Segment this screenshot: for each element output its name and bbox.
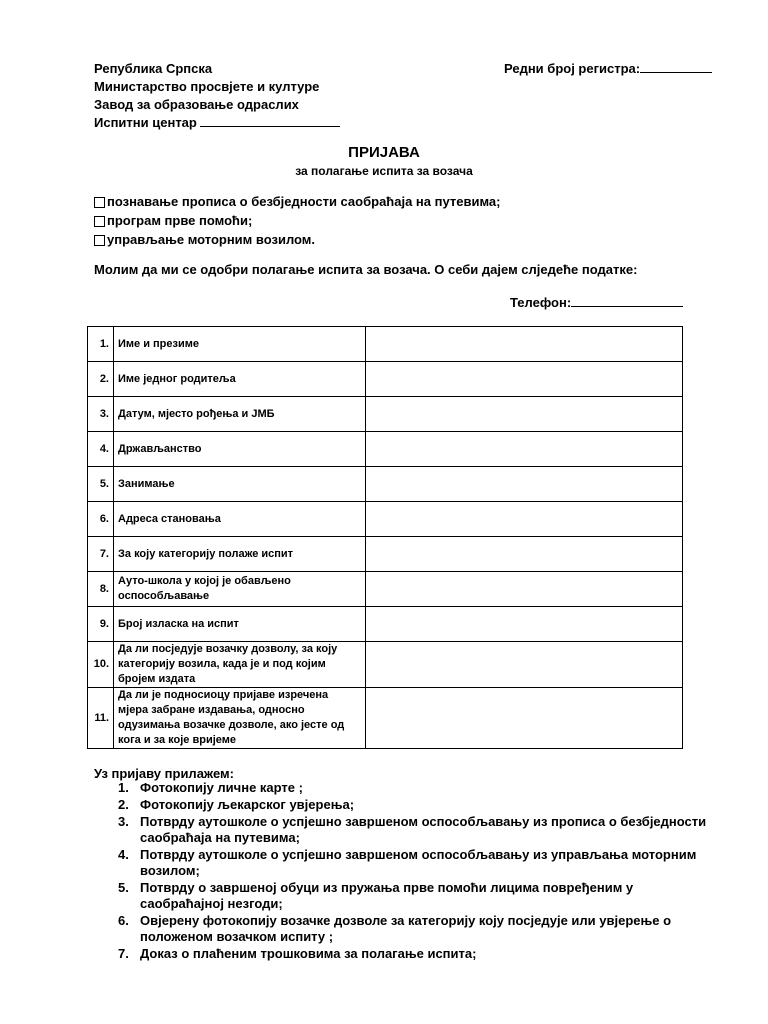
header-line-institute: Завод за образовање одраслих: [94, 97, 299, 112]
table-row: [88, 327, 683, 362]
list-item-text: Потврду аутошколе о успјешно завршеном оспособљавању из управљања моторним возилом;: [140, 847, 697, 878]
list-item-text: Фотокопију љекарског увјерења;: [140, 797, 355, 812]
row-value-field[interactable]: [366, 607, 683, 642]
list-item: [94, 946, 714, 962]
checkbox-first-aid[interactable]: [94, 216, 105, 227]
exam-options: [94, 192, 500, 249]
row-label: Занимање: [114, 467, 366, 502]
row-label: Да ли је подносиоцу пријаве изречена мјера забране издавања, односно одузимања возачке дозволе, ако јесте од кога и за које вријеме: [114, 688, 366, 749]
row-label: Име и презиме: [114, 327, 366, 362]
row-label: Број изласка на испит: [114, 607, 366, 642]
list-item-number: 5.: [118, 880, 129, 895]
row-label: Адреса становања: [114, 502, 366, 537]
list-item-text: Овјерену фотокопију возачке дозволе за категорију коју посједује или увјерење о положеном возачком испиту ;: [140, 913, 672, 944]
option-label: програм прве помоћи;: [107, 213, 253, 228]
register-number: [504, 60, 712, 76]
row-value-field[interactable]: [366, 688, 683, 749]
table-row: [88, 572, 683, 607]
attachments-list: [94, 780, 714, 963]
list-item-number: 2.: [118, 797, 129, 812]
phone-line: [510, 294, 683, 310]
row-value-field[interactable]: [366, 362, 683, 397]
list-item-number: 4.: [118, 847, 129, 862]
checkbox-driving[interactable]: [94, 235, 105, 246]
table-row: [88, 607, 683, 642]
row-label: За коју категорију полаже испит: [114, 537, 366, 572]
row-number: 3.: [88, 397, 114, 432]
header-line-republic: Република Српска: [94, 61, 213, 76]
list-item: [94, 913, 714, 945]
table-row: [88, 432, 683, 467]
row-number: 11.: [88, 688, 114, 749]
attachments-title: Уз пријаву прилажем:: [94, 766, 234, 781]
option-label: управљање моторним возилом.: [107, 232, 316, 247]
list-item: [94, 880, 714, 912]
institution-header: [94, 60, 340, 132]
list-item-text: Фотокопију личне карте ;: [140, 780, 303, 795]
option-traffic-rules: [94, 192, 500, 211]
exam-center-field[interactable]: [200, 114, 340, 127]
table-row: [88, 467, 683, 502]
row-label: Ауто-школа у којој је обављено оспособљавање: [114, 572, 366, 607]
form-title: ПРИЈАВА: [348, 144, 420, 161]
phone-field[interactable]: [571, 294, 683, 307]
form-subtitle: за полагање испита за возача: [295, 164, 473, 178]
row-number: 6.: [88, 502, 114, 537]
row-value-field[interactable]: [366, 642, 683, 688]
list-item: [94, 847, 714, 879]
header-line-exam-center: [94, 114, 340, 132]
row-number: 5.: [88, 467, 114, 502]
row-number: 8.: [88, 572, 114, 607]
table-row: [88, 642, 683, 688]
header-line-ministry: Министарство просвјете и културе: [94, 79, 320, 94]
row-number: 7.: [88, 537, 114, 572]
request-text: Молим да ми се одобри полагање испита за возача. О себи дајем слједеће податке:: [94, 262, 638, 277]
row-value-field[interactable]: [366, 327, 683, 362]
row-value-field[interactable]: [366, 397, 683, 432]
row-number: 2.: [88, 362, 114, 397]
list-item: [94, 780, 714, 796]
row-label: Да ли посједује возачку дозволу, за коју категорију возила, када је и под којим бројем издата: [114, 642, 366, 688]
table-row: [88, 537, 683, 572]
list-item-text: Доказ о плаћеним трошковима за полагање испита;: [140, 946, 477, 961]
row-value-field[interactable]: [366, 537, 683, 572]
row-value-field[interactable]: [366, 502, 683, 537]
list-item-text: Потврду аутошколе о успјешно завршеном оспособљавању из прописа о безбједности саобраћаја на путевима;: [140, 814, 707, 845]
option-driving: [94, 230, 500, 249]
row-number: 9.: [88, 607, 114, 642]
personal-data-table: [87, 326, 683, 749]
list-item-number: 1.: [118, 780, 129, 795]
table-row: [88, 397, 683, 432]
list-item-number: 6.: [118, 913, 129, 928]
row-number: 4.: [88, 432, 114, 467]
row-value-field[interactable]: [366, 467, 683, 502]
register-number-field[interactable]: [640, 60, 712, 73]
phone-label: Телефон:: [510, 295, 572, 310]
table-row: [88, 688, 683, 749]
row-label: Држављанство: [114, 432, 366, 467]
row-number: 10.: [88, 642, 114, 688]
row-label: Име једног родитеља: [114, 362, 366, 397]
register-number-label: Редни број регистра:: [504, 61, 641, 76]
list-item-number: 7.: [118, 946, 129, 961]
row-number: 1.: [88, 327, 114, 362]
option-first-aid: [94, 211, 500, 230]
table-row: [88, 362, 683, 397]
exam-center-label: Испитни центар: [94, 115, 197, 130]
row-value-field[interactable]: [366, 572, 683, 607]
row-value-field[interactable]: [366, 432, 683, 467]
option-label: познавање прописа о безбједности саобраћаја на путевима;: [107, 194, 501, 209]
table-row: [88, 502, 683, 537]
row-label: Датум, мјесто рођења и ЈМБ: [114, 397, 366, 432]
list-item: [94, 814, 714, 846]
list-item-text: Потврду о завршеној обуци из пружања прве помоћи лицима повређеним у саобраћајној незгоди;: [140, 880, 634, 911]
list-item-number: 3.: [118, 814, 129, 829]
checkbox-traffic-rules[interactable]: [94, 197, 105, 208]
list-item: [94, 797, 714, 813]
